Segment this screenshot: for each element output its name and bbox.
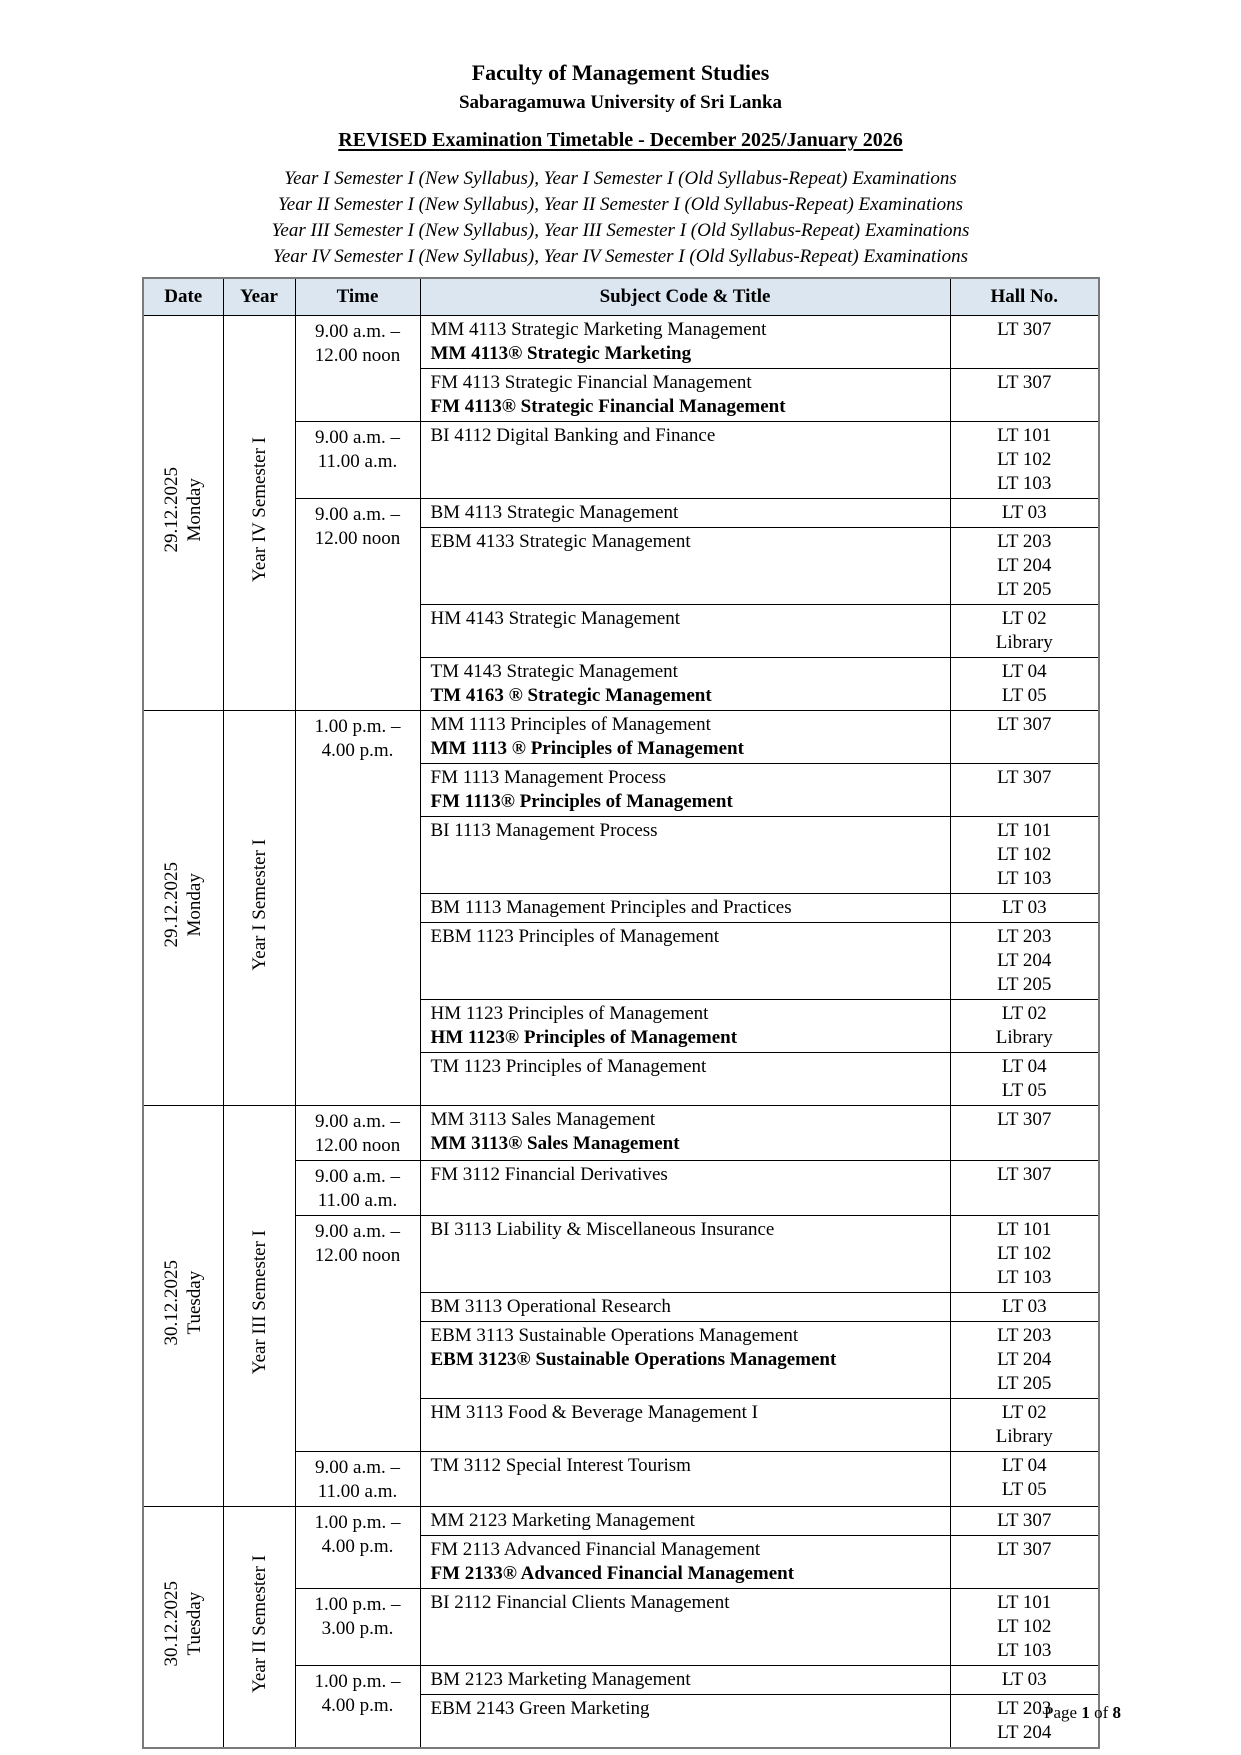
subject-cell xyxy=(420,1106,950,1161)
time-cell xyxy=(295,1507,420,1589)
hall-line: LT 02 xyxy=(1001,608,1047,629)
hall-cell xyxy=(950,764,1099,817)
time-line: 11.00 a.m. xyxy=(317,1190,398,1211)
hall-line: Library xyxy=(995,1426,1053,1447)
hall-line: LT 101 xyxy=(997,820,1052,841)
subject-line: TM 4163 ® Strategic Management xyxy=(430,685,712,706)
table-row xyxy=(143,1507,1099,1536)
date-line: 29.12.2025 xyxy=(161,466,183,553)
subject-line: FM 1113® Principles of Management xyxy=(430,791,733,812)
time-line: 4.00 p.m. xyxy=(321,1695,394,1716)
hall-line: LT 101 xyxy=(997,1592,1052,1613)
hall-line: LT 307 xyxy=(997,767,1052,788)
hall-line: LT 307 xyxy=(997,1109,1052,1130)
subject-line: BM 4113 Strategic Management xyxy=(430,502,679,523)
page-number-current: 1 xyxy=(1081,1703,1090,1722)
subject-cell xyxy=(420,1399,950,1452)
time-line: 9.00 a.m. – xyxy=(315,1111,400,1132)
hall-cell xyxy=(950,1293,1099,1322)
date-line: 30.12.2025 xyxy=(161,1580,183,1667)
timetable-body xyxy=(143,316,1099,1749)
hall-cell xyxy=(950,1666,1099,1695)
subject-cell xyxy=(420,923,950,1000)
subject-line: MM 3113 Sales Management xyxy=(430,1109,656,1130)
hall-line: LT 102 xyxy=(997,1616,1052,1637)
university-title: Sabaragamuwa University of Sri Lanka xyxy=(458,92,783,113)
time-line: 4.00 p.m. xyxy=(321,1536,394,1557)
hall-line: Library xyxy=(995,1027,1053,1048)
subject-cell xyxy=(420,658,950,711)
subject-line: MM 1113 ® Principles of Management xyxy=(430,738,744,759)
subject-line: FM 2113 Advanced Financial Management xyxy=(430,1539,761,1560)
subject-line: BM 1113 Management Principles and Practices xyxy=(430,897,792,918)
subject-line: FM 3112 Financial Derivatives xyxy=(430,1164,668,1185)
document-title: REVISED Examination Timetable - December 2025/January 2026 xyxy=(338,129,903,151)
subject-line: BI 2112 Financial Clients Management xyxy=(430,1592,730,1613)
hall-line: LT 103 xyxy=(997,1267,1052,1288)
time-cell xyxy=(295,711,420,1106)
hall-cell xyxy=(950,1399,1099,1452)
hall-cell xyxy=(950,894,1099,923)
subject-cell xyxy=(420,1695,950,1749)
hall-cell xyxy=(950,528,1099,605)
subject-line: FM 2133® Advanced Financial Management xyxy=(430,1563,795,1584)
hall-line: LT 102 xyxy=(997,449,1052,470)
subject-cell xyxy=(420,1322,950,1399)
year-cell xyxy=(223,1106,295,1507)
hall-cell xyxy=(950,499,1099,528)
hall-line: LT 05 xyxy=(1001,685,1047,706)
year-cell xyxy=(223,711,295,1106)
subject-cell xyxy=(420,1666,950,1695)
subject-cell xyxy=(420,1507,950,1536)
subject-cell xyxy=(420,499,950,528)
subject-line: FM 4113® Strategic Financial Management xyxy=(430,396,786,417)
hall-line: LT 307 xyxy=(997,372,1052,393)
year-vertical-text: Year I Semester I xyxy=(248,838,270,971)
hall-line: LT 205 xyxy=(997,974,1052,995)
day-line: Tuesday xyxy=(184,1591,206,1656)
subject-line: BM 3113 Operational Research xyxy=(430,1296,671,1317)
time-line: 9.00 a.m. – xyxy=(315,1166,400,1187)
subject-line: HM 4143 Strategic Management xyxy=(430,608,681,629)
column-header-time: Time xyxy=(295,278,420,316)
subject-cell xyxy=(420,711,950,764)
subject-line: MM 1113 Principles of Management xyxy=(430,714,711,735)
exam-line: Year II Semester I (New Syllabus), Year II Semester I (Old Syllabus-Repeat) Examinations xyxy=(277,194,964,215)
hall-line: LT 203 xyxy=(997,926,1052,947)
time-line: 12.00 noon xyxy=(314,1135,401,1156)
subject-cell xyxy=(420,369,950,422)
hall-line: LT 03 xyxy=(1001,1296,1047,1317)
subject-line: EBM 3113 Sustainable Operations Management xyxy=(430,1325,799,1346)
time-cell xyxy=(295,1589,420,1666)
hall-line: LT 02 xyxy=(1001,1402,1047,1423)
time-line: 12.00 noon xyxy=(314,528,401,549)
exam-timetable xyxy=(142,277,1100,1749)
time-line: 1.00 p.m. – xyxy=(314,1671,401,1692)
date-line: 29.12.2025 xyxy=(161,861,183,948)
time-cell xyxy=(295,1452,420,1507)
date-cell xyxy=(143,711,223,1106)
subject-line: HM 1123 Principles of Management xyxy=(430,1003,709,1024)
subject-cell xyxy=(420,1536,950,1589)
hall-cell xyxy=(950,817,1099,894)
subject-cell xyxy=(420,528,950,605)
hall-line: LT 203 xyxy=(997,1698,1052,1719)
subject-line: BI 4112 Digital Banking and Finance xyxy=(430,425,716,446)
time-line: 12.00 noon xyxy=(314,345,401,366)
subject-line: MM 4113 Strategic Marketing Management xyxy=(430,319,767,340)
time-line: 9.00 a.m. – xyxy=(315,1221,400,1242)
hall-cell xyxy=(950,658,1099,711)
hall-line: LT 307 xyxy=(997,319,1052,340)
exam-line: Year I Semester I (New Syllabus), Year I Semester I (Old Syllabus-Repeat) Examinations xyxy=(284,168,957,189)
time-line: 3.00 p.m. xyxy=(321,1618,394,1639)
subject-cell xyxy=(420,1000,950,1053)
day-line: Monday xyxy=(184,872,206,937)
hall-cell xyxy=(950,1507,1099,1536)
faculty-title: Faculty of Management Studies xyxy=(471,60,770,85)
hall-line: LT 307 xyxy=(997,714,1052,735)
year-vertical-text: Year III Semester I xyxy=(248,1230,270,1375)
hall-line: LT 103 xyxy=(997,1640,1052,1661)
hall-line: LT 04 xyxy=(1001,1455,1047,1476)
hall-line: LT 04 xyxy=(1001,661,1047,682)
hall-line: LT 307 xyxy=(997,1539,1052,1560)
subject-cell xyxy=(420,1589,950,1666)
subject-line: FM 1113 Management Process xyxy=(430,767,667,788)
time-cell xyxy=(295,1666,420,1749)
subject-line: FM 4113 Strategic Financial Management xyxy=(430,372,752,393)
subject-line: EBM 2143 Green Marketing xyxy=(430,1698,650,1719)
time-line: 9.00 a.m. – xyxy=(315,1457,400,1478)
column-header-subject: Subject Code & Title xyxy=(420,278,950,316)
date-vertical-text xyxy=(160,1260,206,1346)
subject-cell xyxy=(420,894,950,923)
date-cell xyxy=(143,1106,223,1507)
hall-cell xyxy=(950,1322,1099,1399)
page-number-of: of xyxy=(1094,1703,1109,1722)
hall-line: LT 307 xyxy=(997,1164,1052,1185)
time-line: 1.00 p.m. – xyxy=(314,1512,401,1533)
time-line: 11.00 a.m. xyxy=(317,451,398,472)
subject-line: EBM 4133 Strategic Management xyxy=(430,531,691,552)
hall-line: LT 103 xyxy=(997,473,1052,494)
time-cell xyxy=(295,316,420,422)
subject-line: TM 3112 Special Interest Tourism xyxy=(430,1455,691,1476)
subject-line: EBM 1123 Principles of Management xyxy=(430,926,719,947)
hall-line: LT 102 xyxy=(997,1243,1052,1264)
subject-cell xyxy=(420,605,950,658)
table-row xyxy=(143,711,1099,764)
subject-line: MM 2123 Marketing Management xyxy=(430,1510,695,1531)
subject-line: MM 3113® Sales Management xyxy=(430,1133,680,1154)
hall-line: LT 02 xyxy=(1001,1003,1047,1024)
subject-line: HM 1123® Principles of Management xyxy=(430,1027,738,1048)
time-cell xyxy=(295,1216,420,1452)
subject-cell xyxy=(420,1053,950,1106)
hall-line: LT 204 xyxy=(997,1722,1052,1743)
date-vertical-text xyxy=(160,467,206,553)
subject-cell xyxy=(420,1161,950,1216)
time-line: 1.00 p.m. – xyxy=(314,1594,401,1615)
hall-line: LT 203 xyxy=(997,531,1052,552)
hall-line: LT 204 xyxy=(997,555,1052,576)
day-line: Monday xyxy=(184,477,206,542)
hall-cell xyxy=(950,1053,1099,1106)
hall-line: LT 03 xyxy=(1001,502,1047,523)
time-line: 4.00 p.m. xyxy=(321,740,394,761)
hall-line: LT 204 xyxy=(997,950,1052,971)
subject-cell xyxy=(420,1293,950,1322)
hall-cell xyxy=(950,1106,1099,1161)
hall-cell xyxy=(950,1216,1099,1293)
hall-cell xyxy=(950,1452,1099,1507)
column-header-hall: Hall No. xyxy=(950,278,1099,316)
hall-cell xyxy=(950,1589,1099,1666)
hall-cell xyxy=(950,316,1099,369)
hall-cell xyxy=(950,1000,1099,1053)
page-number-prefix: Page xyxy=(1044,1703,1078,1722)
hall-cell xyxy=(950,369,1099,422)
hall-line: LT 203 xyxy=(997,1325,1052,1346)
page-number xyxy=(1044,1703,1121,1723)
time-line: 9.00 a.m. – xyxy=(315,504,400,525)
time-cell xyxy=(295,1106,420,1161)
time-line: 9.00 a.m. – xyxy=(315,427,400,448)
subject-cell xyxy=(420,1452,950,1507)
table-row xyxy=(143,316,1099,369)
year-vertical-text: Year II Semester I xyxy=(248,1554,270,1693)
date-vertical-text xyxy=(160,862,206,948)
hall-line: LT 04 xyxy=(1001,1056,1047,1077)
column-header-year: Year xyxy=(223,278,295,316)
time-cell xyxy=(295,422,420,499)
time-line: 12.00 noon xyxy=(314,1245,401,1266)
time-cell xyxy=(295,499,420,711)
hall-line: LT 05 xyxy=(1001,1479,1047,1500)
hall-line: LT 101 xyxy=(997,1219,1052,1240)
subject-cell xyxy=(420,316,950,369)
page-number-total: 8 xyxy=(1112,1703,1121,1722)
time-cell xyxy=(295,1161,420,1216)
time-line: 9.00 a.m. – xyxy=(315,321,400,342)
subject-line: BM 2123 Marketing Management xyxy=(430,1669,691,1690)
hall-line: LT 03 xyxy=(1001,897,1047,918)
hall-line: Library xyxy=(995,632,1053,653)
subject-line: TM 1123 Principles of Management xyxy=(430,1056,707,1077)
hall-line: LT 102 xyxy=(997,844,1052,865)
time-line: 1.00 p.m. – xyxy=(314,716,401,737)
table-row xyxy=(143,1106,1099,1161)
year-cell xyxy=(223,1507,295,1749)
hall-line: LT 05 xyxy=(1001,1080,1047,1101)
column-header-date: Date xyxy=(143,278,223,316)
subject-cell xyxy=(420,1216,950,1293)
date-cell xyxy=(143,1507,223,1749)
time-line: 11.00 a.m. xyxy=(317,1481,398,1502)
exam-line: Year III Semester I (New Syllabus), Year III Semester I (Old Syllabus-Repeat) Examinations xyxy=(271,220,970,241)
subject-line: HM 3113 Food & Beverage Management I xyxy=(430,1402,758,1423)
subject-line: TM 4143 Strategic Management xyxy=(430,661,678,682)
subject-line: BI 3113 Liability & Miscellaneous Insurance xyxy=(430,1219,775,1240)
subject-cell xyxy=(420,422,950,499)
hall-line: LT 205 xyxy=(997,579,1052,600)
hall-line: LT 204 xyxy=(997,1349,1052,1370)
exam-line: Year IV Semester I (New Syllabus), Year IV Semester I (Old Syllabus-Repeat) Examinations xyxy=(273,246,968,267)
hall-line: LT 03 xyxy=(1001,1669,1047,1690)
date-cell xyxy=(143,316,223,711)
table-header-row xyxy=(143,278,1099,316)
hall-cell xyxy=(950,1536,1099,1589)
exam-description xyxy=(0,166,1241,270)
year-cell xyxy=(223,316,295,711)
hall-line: LT 205 xyxy=(997,1373,1052,1394)
hall-cell xyxy=(950,422,1099,499)
subject-line: BI 1113 Management Process xyxy=(430,820,658,841)
hall-line: LT 103 xyxy=(997,868,1052,889)
hall-line: LT 101 xyxy=(997,425,1052,446)
day-line: Tuesday xyxy=(184,1270,206,1335)
date-vertical-text xyxy=(160,1581,206,1667)
hall-cell xyxy=(950,1161,1099,1216)
hall-cell xyxy=(950,711,1099,764)
date-line: 30.12.2025 xyxy=(161,1259,183,1346)
subject-cell xyxy=(420,817,950,894)
subject-line: MM 4113® Strategic Marketing xyxy=(430,343,692,364)
subject-cell xyxy=(420,764,950,817)
subject-line: EBM 3123® Sustainable Operations Management xyxy=(430,1349,837,1370)
year-vertical-text: Year IV Semester I xyxy=(248,437,270,582)
hall-cell xyxy=(950,605,1099,658)
hall-cell xyxy=(950,923,1099,1000)
hall-line: LT 307 xyxy=(997,1510,1052,1531)
